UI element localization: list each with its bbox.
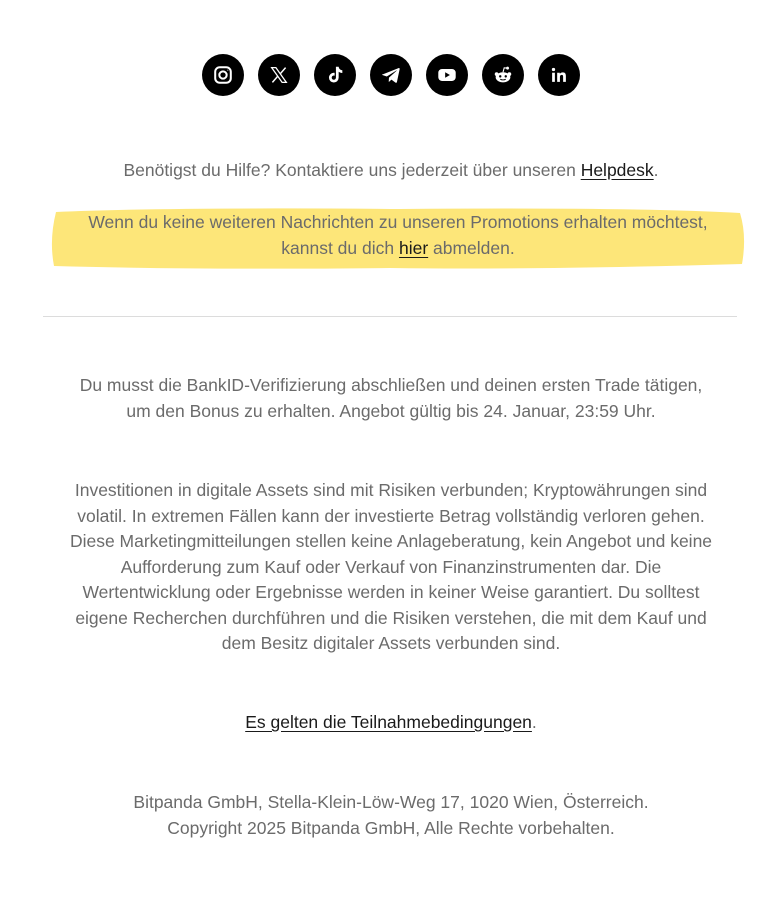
risk-line: eigene Recherchen durchführen und die Risiken verstehen, die mit dem Kauf und <box>75 607 707 628</box>
x-link[interactable] <box>258 54 300 96</box>
instagram-link[interactable] <box>202 54 244 96</box>
terms-text <box>0 710 782 736</box>
youtube-icon <box>436 64 458 86</box>
risk-line: Aufforderung zum Kauf oder Verkauf von Finanzinstrumenten dar. Die <box>120 556 662 577</box>
linkedin-icon <box>548 64 570 86</box>
risk-line: volatil. In extremen Fällen kann der investierte Betrag vollständig verloren gehen. <box>77 505 705 526</box>
social-links <box>0 54 782 96</box>
help-prefix: Benötigst du Hilfe? Kontaktiere uns jederzeit über unseren <box>123 160 581 180</box>
bonus-line-1: Du musst die BankID-Verifizierung abschließen und deinen ersten Trade tätigen, <box>79 375 703 395</box>
tiktok-icon <box>324 64 346 86</box>
risk-line: dem Besitz digitaler Assets verbunden sind. <box>221 633 561 653</box>
telegram-link[interactable] <box>370 54 412 96</box>
risk-line: Diese Marketingmitteilungen stellen keine Anlageberatung, kein Angebot und keine <box>69 531 713 551</box>
risk-line: Wertentwicklung oder Ergebnisse werden in keiner Weise garantiert. Du solltest <box>82 582 700 602</box>
tiktok-link[interactable] <box>314 54 356 96</box>
unsubscribe-link[interactable]: hier <box>398 237 429 258</box>
instagram-icon <box>212 64 234 86</box>
help-text <box>0 158 782 184</box>
section-divider <box>43 316 737 317</box>
linkedin-link[interactable] <box>538 54 580 96</box>
reddit-icon <box>492 64 514 86</box>
x-icon <box>268 64 290 86</box>
risk-disclaimer <box>0 478 782 657</box>
reddit-link[interactable] <box>482 54 524 96</box>
footer-copyright: Copyright 2025 Bitpanda GmbH, Alle Rechte vorbehalten. <box>167 817 615 838</box>
unsubscribe-line-1: Wenn du keine weiteren Nachrichten zu unseren Promotions erhalten möchtest, <box>88 212 708 232</box>
terms-link[interactable]: Es gelten die Teilnahmebedingungen <box>245 712 532 732</box>
unsubscribe-line-2 <box>50 236 746 262</box>
risk-line: Investitionen in digitale Assets sind mit Risiken verbunden; Kryptowährungen sind <box>74 480 708 500</box>
telegram-icon <box>380 64 402 86</box>
unsubscribe-text <box>50 210 746 261</box>
unsubscribe-suffix: abmelden. <box>428 237 515 258</box>
bonus-line-2: um den Bonus zu erhalten. Angebot gültig bis 24. Januar, 23:59 Uhr. <box>126 400 656 421</box>
help-suffix: . <box>653 160 659 180</box>
footer <box>0 790 782 841</box>
unsubscribe-prefix: kannst du dich <box>281 237 399 258</box>
terms-suffix: . <box>531 712 537 732</box>
youtube-link[interactable] <box>426 54 468 96</box>
bonus-conditions <box>0 373 782 424</box>
helpdesk-link[interactable]: Helpdesk <box>580 160 654 180</box>
footer-address: Bitpanda GmbH, Stella-Klein-Löw-Weg 17, 1020 Wien, Österreich. <box>133 792 649 812</box>
unsubscribe-highlight <box>50 206 746 270</box>
